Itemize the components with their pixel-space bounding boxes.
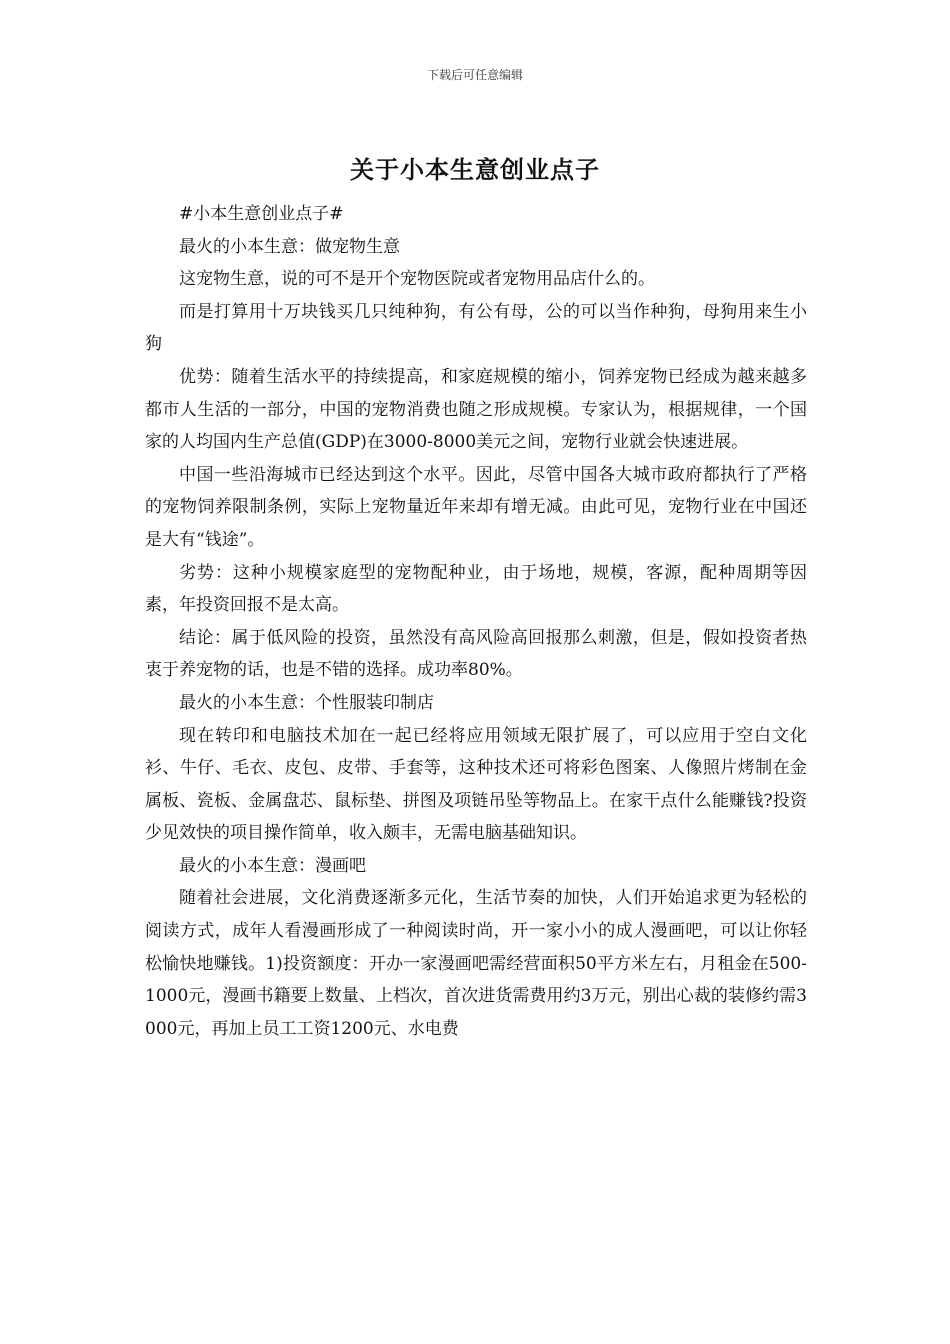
document-body bbox=[145, 198, 807, 1045]
paragraph: 现在转印和电脑技术加在一起已经将应用领域无限扩展了，可以应用于空白文化衫、牛仔、毛衣、皮包、皮带、手套等，这种技术还可将彩色图案、人像照片烤制在金属板、瓷板、金属盘芯、鼠标垫、拼图及项链吊坠等物品上。在家干点什么能赚钱?投资少见效快的项目操作简单，收入颇丰，无需电脑基础知识。 bbox=[145, 725, 807, 844]
document-title: 关于小本生意创业点子 bbox=[350, 155, 600, 184]
header-note: 下载后可任意编辑 bbox=[426, 68, 523, 82]
paragraph-disadvantages: 劣势：这种小规模家庭型的宠物配种业，由于场地，规模，客源，配种周期等因素，年投资回报不是太高。 bbox=[145, 562, 807, 616]
heading-comic-bar: 最火的小本生意：漫画吧 bbox=[179, 855, 366, 876]
paragraph-hashtag: #小本生意创业点子# bbox=[179, 204, 344, 224]
heading-custom-clothing: 最火的小本生意：个性服装印制店 bbox=[179, 692, 434, 713]
paragraph: 这宠物生意，说的可不是开个宠物医院或者宠物用品店什么的。 bbox=[179, 269, 655, 290]
paragraph-advantages: 优势：随着生活水平的持续提高，和家庭规模的缩小，饲养宠物已经成为越来越多都市人生活的一部分，中国的宠物消费也随之形成规模。专家认为，根据规律，一个国家的人均国内生产总值(GDP)在3000-8000美元之间，宠物行业就会快速进展。 bbox=[145, 366, 807, 453]
paragraph-conclusion: 结论：属于低风险的投资，虽然没有高风险高回报那么刺激，但是，假如投资者热衷于养宠物的话，也是不错的选择。成功率80%。 bbox=[145, 627, 807, 681]
heading-pet-business: 最火的小本生意：做宠物生意 bbox=[179, 236, 400, 257]
paragraph: 随着社会进展，文化消费逐渐多元化，生活节奏的加快，人们开始追求更为轻松的阅读方式，成年人看漫画形成了一种阅读时尚，开一家小小的成人漫画吧，可以让你轻松愉快地赚钱。1)投资额度：开办一家漫画吧需经营面积50平方米左右，月租金在500-1000元，漫画书籍要上数量、上档次，首次进货需费用约3万元，别出心裁的装修约需3000元，再加上员工工资1200元、水电费 bbox=[145, 888, 807, 1039]
paragraph: 中国一些沿海城市已经达到这个水平。因此，尽管中国各大城市政府都执行了严格的宠物饲养限制条例，实际上宠物量近年来却有增无减。由此可见，宠物行业在中国还是大有“钱途”。 bbox=[145, 464, 807, 550]
paragraph: 而是打算用十万块钱买几只纯种狗，有公有母，公的可以当作种狗，母狗用来生小狗 bbox=[145, 301, 807, 355]
